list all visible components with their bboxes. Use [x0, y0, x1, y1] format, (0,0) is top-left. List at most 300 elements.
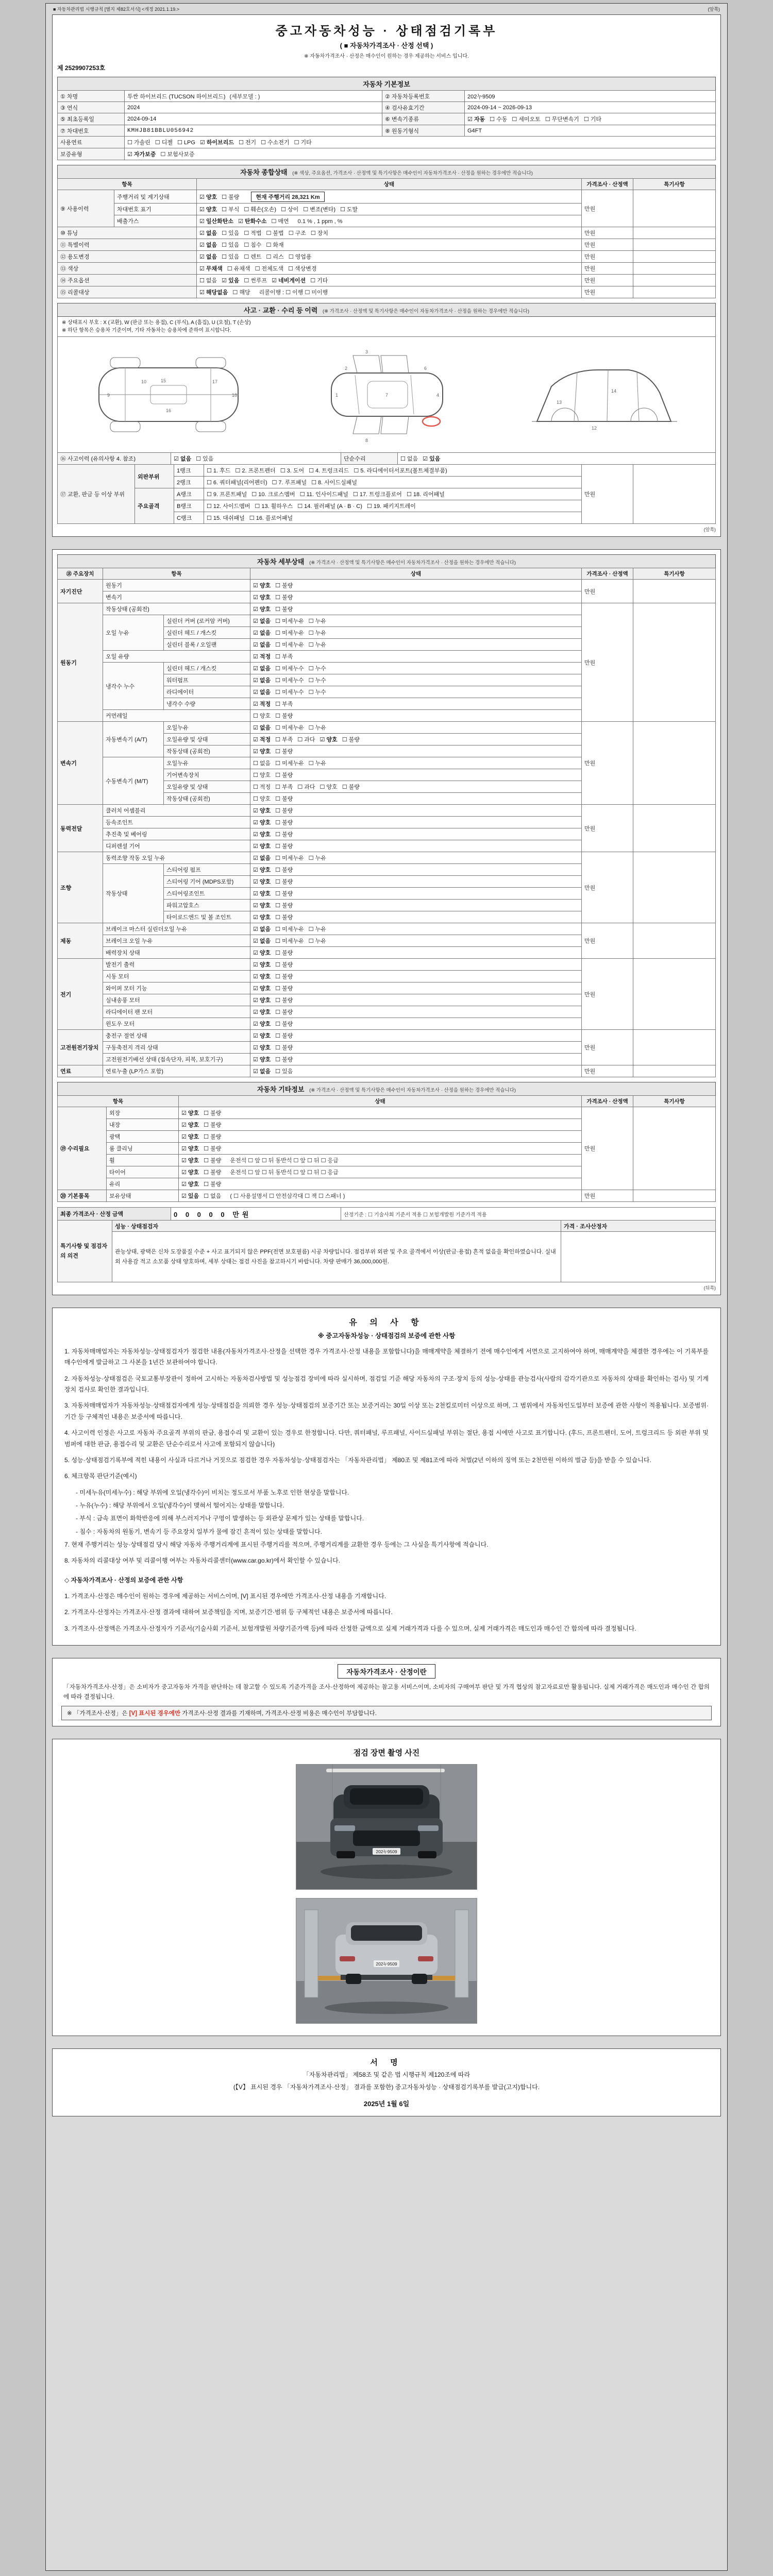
checkbox-unchecked[interactable]: ☐ 불량 — [275, 867, 293, 873]
checkbox-unchecked[interactable]: ☐ 3. 도어 — [280, 467, 305, 474]
table-cell: 최종 가격조사 · 산정 금액 — [58, 1208, 171, 1221]
checkbox-unchecked[interactable]: ☐ 불량 — [342, 736, 360, 743]
price-notice-title: 자동차가격조사 · 산정이란 — [338, 1664, 435, 1679]
checkbox-unchecked[interactable]: ☐ 불량 — [275, 748, 293, 755]
detail-state-table — [57, 568, 716, 1077]
list-item: 2. 자동차성능·상태점검은 국토교통부장관이 정하여 고시하는 자동차검사방법 및 성능점검 장비에 따라 실시하며, 점검일 기준 해당 자동차의 구조·장치 등의 성능·상태를 관능검사(사람의 감각기관으로 자동차의 상태를 확인하는 검사) 및 기계장치 검사로 확인한 결과입니다. — [64, 1375, 709, 1394]
checkbox-unchecked[interactable]: ☐ 7. 루프패널 — [272, 479, 307, 486]
checkbox-unchecked[interactable]: ☐ 부족 — [275, 784, 293, 790]
checkbox-checked[interactable]: ☑ 양호 — [253, 1009, 271, 1015]
checkbox-checked[interactable]: ☑ 양호 — [253, 950, 271, 956]
checkbox-unchecked[interactable]: ☐ 미세누수 — [275, 677, 304, 684]
checkbox-unchecked[interactable]: ☐ 양호 — [253, 772, 271, 778]
checkbox-checked[interactable]: ☑ 양호 — [181, 1145, 199, 1152]
table-cell: 만원 — [582, 251, 633, 263]
checkbox-checked[interactable]: ☑ 없음 — [253, 630, 271, 636]
table-row — [58, 959, 716, 971]
checkbox-checked[interactable]: ☑ 양호 — [253, 890, 271, 897]
checkbox-checked[interactable]: ☑ 양호 — [253, 819, 271, 826]
section-header-comprehensive — [57, 165, 716, 179]
section-note: (※ 색상, 주요옵션, 가격조사 · 산정액 및 특기사항은 매수인이 자동차가격조사 · 산정을 원하는 경우에만 적습니다) — [292, 171, 533, 176]
checkbox-unchecked[interactable]: ☐ 부식 — [222, 206, 240, 213]
checkbox-unchecked[interactable]: ☐ 전체도색 — [255, 265, 284, 272]
checkbox-checked[interactable]: ☑ 있음 — [181, 1193, 199, 1199]
checkbox-unchecked[interactable]: ☐ 상이 — [281, 206, 299, 213]
checkbox-checked[interactable]: ☑ 없음 — [253, 665, 271, 672]
checkbox-checked[interactable]: ☑ 양호 — [199, 206, 217, 213]
checkbox-checked[interactable]: ☑ 양호 — [253, 582, 271, 589]
checkbox-unchecked[interactable]: ☐ 해당 — [232, 289, 250, 296]
svg-text:17: 17 — [212, 379, 218, 384]
checkbox-checked[interactable]: ☑ 적정 — [253, 653, 271, 660]
checkbox-unchecked[interactable]: ☐ 매연 — [271, 218, 289, 225]
list-item: - 침수 : 자동차의 원동기, 변속기 등 주요장치 일부가 물에 잠긴 흔적이 있는 상태를 말합니다. — [76, 1528, 322, 1535]
page-marker: (뒤쪽) — [703, 1285, 716, 1291]
status-cell — [250, 603, 582, 615]
checkbox-checked[interactable]: ☑ 없음 — [253, 618, 271, 624]
table-cell: 만원 — [582, 1190, 633, 1202]
checkbox-unchecked[interactable]: ☐ 누유 — [308, 630, 326, 636]
checkbox-unchecked[interactable]: ☐ 색상변경 — [288, 265, 317, 272]
checkbox-unchecked[interactable]: ☐ 불량 — [275, 1044, 293, 1051]
checkbox-checked[interactable]: ☑ 자가보증 — [127, 151, 156, 158]
checkbox-checked[interactable]: ☑ 양호 — [253, 594, 271, 601]
checkbox-unchecked[interactable]: ☐ 양호 — [253, 713, 271, 719]
checkbox-unchecked[interactable]: ☐ 디젤 — [155, 139, 173, 146]
table-cell: A랭크 — [174, 488, 204, 500]
table-cell: 주요골격 — [135, 488, 174, 524]
table-cell: 실린더 블록 / 오일팬 — [164, 639, 250, 651]
table-cell: 실린더 헤드 / 개스킷 — [164, 663, 250, 674]
checkbox-checked[interactable]: ☑ 있음 — [222, 277, 240, 284]
inspector-opinion-table — [57, 1220, 716, 1282]
title-block — [57, 19, 716, 60]
table-cell — [633, 190, 716, 227]
checkbox-checked[interactable]: ☑ 없음 — [253, 724, 271, 731]
table-cell: 충전구 절연 상태 — [103, 1030, 250, 1042]
checkbox-checked[interactable]: ☑ 양호 — [181, 1110, 199, 1116]
checkbox-checked[interactable]: ☑ 없음 — [253, 677, 271, 684]
car-diagrams — [57, 337, 716, 453]
status-cell — [250, 971, 582, 982]
status-cell — [250, 698, 582, 710]
checkbox-unchecked[interactable]: ☐ 5. 라디에이터서포트(볼트체결부품) — [354, 467, 447, 474]
checkbox-unchecked[interactable]: ☐ 렌트 — [244, 253, 262, 260]
checkbox-unchecked[interactable]: ☐ 기타 — [310, 277, 328, 284]
checkbox-unchecked[interactable]: ☐ 적정 — [253, 784, 271, 790]
status-cell — [250, 663, 582, 674]
svg-text:18: 18 — [232, 393, 238, 398]
table-cell: 동력전달 — [58, 805, 103, 852]
checkbox-unchecked[interactable]: ☐ 영업용 — [288, 253, 312, 260]
checkbox-checked[interactable]: ☑ 일산화탄소 — [199, 218, 234, 225]
checkbox-unchecked[interactable]: ☐ 12. 사이드멤버 — [207, 503, 250, 510]
checkbox-unchecked[interactable]: ☐ 있음 — [222, 230, 240, 236]
checkbox-checked[interactable]: ☑ 양호 — [253, 1044, 271, 1051]
table-cell: 만원 — [582, 923, 633, 959]
checkbox-unchecked[interactable]: ☐ 미세누유 — [275, 760, 304, 767]
checkbox-unchecked[interactable]: ☐ 15. 대쉬패널 — [207, 515, 245, 521]
checkbox-unchecked[interactable]: ☐ 장치 — [310, 230, 329, 236]
checkbox-checked[interactable]: ☑ 탄화수소 — [238, 218, 267, 225]
document-service-note: ※ 자동차가격조사 · 산정은 매수인이 원하는 경우 제공하는 서비스 입니다. — [304, 54, 469, 59]
panel-damage-table — [57, 464, 716, 524]
table-cell: 내장 — [107, 1119, 179, 1131]
checkbox-unchecked[interactable]: ☐ 미세누유 — [275, 724, 304, 731]
checkbox-checked[interactable]: ☑ 하이브리드 — [199, 139, 234, 146]
checkbox-unchecked[interactable]: ☐ 없음 — [400, 455, 418, 462]
table-cell: 오일누유 — [164, 722, 250, 734]
checkbox-unchecked[interactable]: ☐ 불량 — [275, 1021, 293, 1027]
checkbox-unchecked[interactable]: ☐ 불량 — [204, 1145, 222, 1152]
checkbox-unchecked[interactable]: ☐ 미세누수 — [275, 689, 304, 696]
table-cell: 만원 — [582, 1065, 633, 1077]
checkbox-unchecked[interactable]: ☐ 1. 후드 — [207, 467, 231, 474]
checkbox-unchecked[interactable]: ☐ 불량 — [342, 784, 360, 790]
checkbox-unchecked[interactable]: ☐ 불량 — [275, 606, 293, 613]
checkbox-unchecked[interactable]: ☐ 없음 — [199, 277, 217, 284]
checkbox-checked[interactable]: ☑ 네비게이션 — [272, 277, 306, 284]
table-cell — [633, 580, 716, 603]
section-title: 자동차 세부상태 — [257, 558, 305, 566]
checkbox-unchecked[interactable]: ☐ 불량 — [204, 1157, 222, 1164]
checkbox-unchecked[interactable]: ☐ 불량 — [275, 594, 293, 601]
checkbox-unchecked[interactable]: ☐ 13. 휠하우스 — [255, 503, 293, 510]
checkbox-unchecked[interactable]: ☐ 불량 — [275, 1056, 293, 1063]
checkbox-unchecked[interactable]: ☐ 미세누유 — [275, 618, 304, 624]
checkbox-checked[interactable]: ☑ 없음 — [199, 253, 217, 260]
table-cell: 투싼 하이브리드 (TUCSON 하이브리드) (세부모델 : ) — [125, 91, 382, 102]
status-cell — [250, 828, 582, 840]
checkbox-checked[interactable]: ☑ 양호 — [253, 843, 271, 850]
checkbox-unchecked[interactable]: ☐ 10. 크로스멤버 — [251, 491, 295, 498]
checkbox-unchecked[interactable]: ☐ 유채색 — [227, 265, 250, 272]
table-cell: 자기진단 — [58, 580, 103, 603]
checkbox-checked[interactable]: ☑ 적정 — [253, 701, 271, 707]
checkbox-unchecked[interactable]: ☐ 침수 — [244, 242, 262, 248]
checkbox-unchecked[interactable]: ☐ 불량 — [204, 1110, 222, 1116]
checkbox-unchecked[interactable]: ☐ 누수 — [308, 677, 326, 684]
checkbox-unchecked[interactable]: ☐ 미세누유 — [275, 855, 304, 861]
col-header-remark: 특기사항 — [633, 1096, 716, 1107]
checkbox-unchecked[interactable]: ☐ 양호 — [320, 784, 338, 790]
checkbox-unchecked[interactable]: ☐ 누유 — [308, 760, 326, 767]
checkbox-unchecked[interactable]: ☐ 있음 — [275, 1068, 293, 1075]
legend-basis: ※ 하단 항목은 승용차 기준이며, 기타 자동차는 승용차에 준하여 표시합니다. — [62, 328, 231, 333]
table-cell: 만원 — [582, 190, 633, 227]
status-cell — [250, 900, 582, 911]
checkbox-unchecked[interactable]: ☐ 미세누유 — [275, 938, 304, 944]
checkbox-unchecked[interactable]: ☐ 있음 — [196, 455, 214, 462]
table-cell: 디퍼렌셜 기어 — [103, 840, 250, 852]
checkbox-unchecked[interactable]: ☐ 과다 — [297, 736, 315, 743]
checkbox-unchecked[interactable]: ☐ 불량 — [275, 713, 293, 719]
table-cell — [633, 251, 716, 263]
checkbox-unchecked[interactable]: ☐ 부족 — [275, 736, 293, 743]
status-cell — [250, 888, 582, 900]
checkbox-checked[interactable]: ☑ 양호 — [253, 973, 271, 980]
checkbox-unchecked[interactable]: ☐ 불량 — [275, 961, 293, 968]
checkbox-checked[interactable]: ☑ 자동 — [467, 116, 485, 123]
table-cell — [633, 263, 716, 275]
checkbox-unchecked[interactable]: ☐ 누수 — [308, 665, 326, 672]
checkbox-unchecked[interactable]: ☐ 없음 — [253, 760, 271, 767]
checkbox-unchecked[interactable]: ☐ 미세누유 — [275, 641, 304, 648]
table-cell: ⑨ 사용이력 — [58, 190, 114, 227]
status-cell — [250, 947, 582, 959]
status-cell — [250, 615, 582, 627]
checkbox-checked[interactable]: ☑ 양호 — [253, 997, 271, 1004]
checkbox-unchecked[interactable]: ☐ 수동 — [490, 116, 508, 123]
inspection-photo-rear-lift — [296, 1898, 477, 2024]
checkbox-checked[interactable]: ☑ 양호 — [181, 1133, 199, 1140]
checkbox-unchecked[interactable]: ☐ 있음 — [222, 253, 240, 260]
checkbox-checked[interactable]: ☑ 양호 — [253, 914, 271, 921]
checkbox-checked[interactable]: ☑ 없음 — [253, 641, 271, 648]
checkbox-unchecked[interactable]: ☐ 리스 — [266, 253, 284, 260]
checkbox-unchecked[interactable]: ☐ 누유 — [308, 641, 326, 648]
status-cell — [204, 488, 582, 500]
table-row — [58, 722, 716, 734]
checkbox-checked[interactable]: ☑ 양호 — [181, 1122, 199, 1128]
table-cell — [633, 959, 716, 1030]
checkbox-checked[interactable]: ☑ 양호 — [253, 1056, 271, 1063]
status-cell — [250, 793, 582, 805]
checkbox-unchecked[interactable]: ☐ 불량 — [204, 1169, 222, 1176]
section-title: 자동차 기타정보 — [257, 1086, 305, 1093]
signature-title: 서 명 — [370, 2058, 403, 2067]
accident-legend — [57, 317, 716, 337]
checkbox-checked[interactable]: ☑ 양호 — [181, 1181, 199, 1188]
checkbox-unchecked[interactable]: ☐ 누유 — [308, 855, 326, 861]
checkbox-unchecked[interactable]: ☐ 불량 — [275, 772, 293, 778]
checkbox-unchecked[interactable]: ☐ 훼손(오손) — [244, 206, 277, 213]
checkbox-checked[interactable]: ☑ 양호 — [253, 1032, 271, 1039]
status-cell — [197, 204, 582, 215]
checkbox-unchecked[interactable]: ☐ 불량 — [275, 890, 293, 897]
table-cell: 기어변속장치 — [164, 769, 250, 781]
table-cell: 특기사항 및 점검자의 의견 — [58, 1221, 112, 1282]
checkbox-unchecked[interactable]: ☐ 미세누유 — [275, 926, 304, 933]
table-row — [58, 275, 716, 286]
table-cell: 냉각수 누수 — [103, 663, 164, 710]
checkbox-checked[interactable]: ☑ 양호 — [253, 878, 271, 885]
checkbox-checked[interactable]: ☑ 양호 — [199, 194, 217, 200]
table-cell: 보증유형 — [58, 148, 125, 160]
checkbox-unchecked[interactable]: ☐ 불량 — [275, 819, 293, 826]
table-row — [58, 125, 716, 137]
checkbox-unchecked[interactable]: ☐ 불량 — [204, 1181, 222, 1188]
table-cell: ⑪ 특별이력 — [58, 239, 197, 251]
checkbox-unchecked[interactable]: ☐ 과다 — [297, 784, 315, 790]
table-cell: 배력장치 상태 — [103, 947, 250, 959]
checkbox-unchecked[interactable]: ☐ 불법 — [266, 230, 284, 236]
checkbox-checked[interactable]: ☑ 양호 — [253, 748, 271, 755]
checkbox-checked[interactable]: ☑ 없음 — [199, 242, 217, 248]
table-row — [58, 102, 716, 113]
checkbox-checked[interactable]: ☑ 없음 — [253, 926, 271, 933]
table-cell: 주행거리 및 계기상태 — [114, 190, 197, 204]
checkbox-unchecked[interactable]: ☐ 불량 — [275, 914, 293, 921]
list-item: 7. 현재 주행거리는 성능·상태점검 당시 해당 자동차 주행거리계에 표시된 주행거리를 적으며, 주행거리계를 교환한 경우 등에는 그 사실을 특기사항에 적습니다. — [64, 1541, 489, 1549]
checkbox-checked[interactable]: ☑ 양호 — [253, 961, 271, 968]
checkbox-checked[interactable]: ☑ 없음 — [253, 855, 271, 861]
checkbox-unchecked[interactable]: ☐ 불량 — [275, 1009, 293, 1015]
checkbox-checked[interactable]: ☑ 양호 — [253, 606, 271, 613]
checkbox-unchecked[interactable]: ☐ 부족 — [275, 653, 293, 660]
checkbox-unchecked[interactable]: ☐ 4. 트렁크리드 — [309, 467, 349, 474]
table-row — [58, 113, 716, 125]
table-cell: 추진축 및 베어링 — [103, 828, 250, 840]
checkbox-unchecked[interactable]: ☐ 불량 — [275, 950, 293, 956]
checkbox-unchecked[interactable]: ☐ 양호 — [253, 795, 271, 802]
checkbox-unchecked[interactable]: ☐ 기타 — [583, 116, 601, 123]
checkbox-unchecked[interactable]: ☐ 가솔린 — [127, 139, 150, 146]
checkbox-unchecked[interactable]: ☐ 불량 — [275, 985, 293, 992]
status-cell — [250, 959, 582, 971]
checkbox-unchecked[interactable]: ☐ 불량 — [222, 194, 240, 200]
checkbox-checked[interactable]: ☑ 양호 — [320, 736, 338, 743]
checkbox-unchecked[interactable]: ☐ 2. 프론트펜더 — [235, 467, 276, 474]
checkbox-unchecked[interactable]: ☐ 기타 — [294, 139, 312, 146]
section-note: (※ 가격조사 · 산정액 및 특기사항은 매수인이 자동차가격조사 · 산정을 원하는 경우에만 적습니다) — [322, 309, 529, 314]
checkbox-unchecked[interactable]: ☐ 세미오토 — [512, 116, 541, 123]
table-cell: 만원 — [582, 263, 633, 275]
checkbox-checked[interactable]: ☑ 없음 — [253, 938, 271, 944]
checkbox-checked[interactable]: ☑ 양호 — [181, 1169, 199, 1176]
table-cell: ⑲ 수리필요 — [58, 1107, 107, 1190]
checkbox-unchecked[interactable]: ☐ 변조(변타) — [303, 206, 336, 213]
comprehensive-table — [57, 178, 716, 298]
table-cell: 클러치 어셈블리 — [103, 805, 250, 817]
checkbox-unchecked[interactable]: ☐ 누수 — [308, 689, 326, 696]
checkbox-checked[interactable]: ☑ 양호 — [253, 902, 271, 909]
checkbox-unchecked[interactable]: ☐ 보험사보증 — [160, 151, 195, 158]
checkbox-unchecked[interactable]: ☐ 불량 — [275, 973, 293, 980]
checkbox-unchecked[interactable]: ☐ 18. 리어패널 — [406, 491, 445, 498]
checkbox-unchecked[interactable]: ☐ 불량 — [275, 843, 293, 850]
status-cell — [250, 710, 582, 722]
checkbox-unchecked[interactable]: ☐ 불량 — [275, 902, 293, 909]
table-cell: 브레이크 오일 누유 — [103, 935, 250, 947]
checkbox-unchecked[interactable]: ☐ 불량 — [204, 1122, 222, 1128]
table-cell: 오일 유량 — [103, 651, 250, 663]
checkbox-unchecked[interactable]: ☐ 17. 트렁크플로어 — [352, 491, 402, 498]
status-cell — [250, 994, 582, 1006]
checkbox-checked[interactable]: ☑ 없음 — [199, 230, 217, 236]
checkbox-checked[interactable]: ☑ 무채색 — [199, 265, 223, 272]
checkbox-unchecked[interactable]: ☐ 6. 쿼터패널(리어펜더) — [207, 479, 267, 486]
signature-line-1: 「자동차관리법」 제58조 및 같은 법 시행규칙 제120조에 따라 — [303, 2071, 470, 2078]
status-cell — [398, 453, 716, 465]
checkbox-unchecked[interactable]: ☐ 8. 사이드실패널 — [311, 479, 358, 486]
checkbox-unchecked[interactable]: ☐ 미세누유 — [275, 630, 304, 636]
checkbox-unchecked[interactable]: ☐ LPG — [177, 139, 195, 146]
checkbox-checked[interactable]: ☑ 해당없음 — [199, 289, 228, 296]
status-cell — [250, 745, 582, 757]
checkbox-unchecked[interactable]: ☐ 11. 인사이드패널 — [299, 491, 348, 498]
checkbox-unchecked[interactable]: ☐ 불량 — [275, 831, 293, 838]
table-cell: 만원 — [582, 465, 633, 524]
checkbox-unchecked[interactable]: ☐ 수소전기 — [261, 139, 290, 146]
status-cell — [179, 1131, 582, 1143]
status-cell — [250, 722, 582, 734]
checkbox-checked[interactable]: ☑ 없음 — [253, 689, 271, 696]
checkbox-unchecked[interactable]: ☐ 썬루프 — [244, 277, 267, 284]
list-item: 3. 자동차매매업자가 자동차성능·상태점검자에게 성능·상태점검을 의뢰한 경우 성능·상태점검의 보증기간 또는 보증거리는 30일 이상 또는 2천킬로미터 이상으로 하며, 그 범위에서 자동차인도일부터 보증에 관한 사항이 적용됩니다. 보증범위·기간 등 구체적인 내용은 보증서에 따릅니다. — [64, 1402, 709, 1420]
svg-text:2: 2 — [344, 366, 347, 371]
checkbox-unchecked[interactable]: ☐ 적법 — [244, 230, 262, 236]
checkbox-unchecked[interactable]: ☐ 화재 — [266, 242, 284, 248]
other-info-table — [57, 1095, 716, 1202]
checkbox-unchecked[interactable]: ☐ 14. 필러패널 (A · B · C) — [297, 503, 362, 510]
checkbox-unchecked[interactable]: ☐ 불량 — [275, 795, 293, 802]
checkbox-checked[interactable]: ☑ 양호 — [181, 1157, 199, 1164]
table-cell — [633, 465, 716, 524]
table-cell: 배출가스 — [114, 215, 197, 227]
checkbox-unchecked[interactable]: ☐ 불량 — [275, 997, 293, 1004]
checkbox-checked[interactable]: ☑ 있음 — [423, 455, 441, 462]
checkbox-checked[interactable]: ☑ 없음 — [253, 1068, 271, 1075]
notes-list — [57, 1346, 716, 1641]
checkbox-unchecked[interactable]: ☐ 도말 — [340, 206, 358, 213]
checkbox-checked[interactable]: ☑ 양호 — [253, 807, 271, 814]
checkbox-unchecked[interactable]: ☐ 무단변속기 — [545, 116, 579, 123]
final-price-table — [57, 1207, 716, 1221]
checkbox-unchecked[interactable]: ☐ 구조 — [288, 230, 306, 236]
checkbox-checked[interactable]: ☑ 적정 — [253, 736, 271, 743]
checkbox-unchecked[interactable]: ☐ 9. 프론트패널 — [207, 491, 247, 498]
checkbox-unchecked[interactable]: ☐ 불량 — [275, 807, 293, 814]
checkbox-checked[interactable]: ☑ 양호 — [253, 985, 271, 992]
current-mileage: 현재 주행거리 28,321 Km — [251, 192, 324, 202]
checkbox-unchecked[interactable]: ☐ 누유 — [308, 618, 326, 624]
table-cell: 작동상태 — [103, 864, 164, 923]
table-cell — [633, 603, 716, 722]
table-cell: 만원 — [582, 286, 633, 298]
table-row — [58, 580, 716, 591]
table-cell: 0 0 0 0 0 만원 — [171, 1208, 341, 1221]
price-notice-title-wrap — [57, 1664, 716, 1679]
checkbox-checked[interactable]: ☑ 양호 — [253, 867, 271, 873]
checkbox-unchecked[interactable]: ☐ 불량 — [204, 1133, 222, 1140]
rear-license-plate: 202누9509 — [376, 1961, 397, 1967]
checkbox-checked[interactable]: ☑ 없음 — [174, 455, 192, 462]
list-item: ◇ 자동차가격조사 · 산정의 보증에 관한 사항 — [64, 1576, 183, 1584]
checkbox-unchecked[interactable]: ☐ 불량 — [275, 582, 293, 589]
checkbox-unchecked[interactable]: ☐ 전기 — [238, 139, 257, 146]
checkbox-unchecked[interactable]: ☐ 누유 — [308, 724, 326, 731]
checkbox-checked[interactable]: ☑ 양호 — [253, 1021, 271, 1027]
checkbox-unchecked[interactable]: ☐ 누유 — [308, 926, 326, 933]
checkbox-unchecked[interactable]: ☐ 미세누수 — [275, 665, 304, 672]
checkbox-unchecked[interactable]: ☐ 불량 — [275, 1032, 293, 1039]
checkbox-unchecked[interactable]: ☐ 없음 — [204, 1193, 222, 1199]
status-cell — [250, 864, 582, 876]
svg-text:12: 12 — [591, 426, 597, 431]
checkbox-checked[interactable]: ☑ 양호 — [253, 831, 271, 838]
checkbox-unchecked[interactable]: ☐ 19. 패키지트레이 — [366, 503, 416, 510]
table-row — [58, 805, 716, 817]
status-cell — [179, 1107, 582, 1119]
col-header-price: 가격조사 · 산정액 — [582, 568, 633, 580]
checkbox-unchecked[interactable]: ☐ 16. 플로어패널 — [249, 515, 293, 521]
checkbox-unchecked[interactable]: ☐ 불량 — [275, 878, 293, 885]
checkbox-unchecked[interactable]: ☐ 누유 — [308, 938, 326, 944]
svg-text:14: 14 — [611, 388, 616, 394]
checkbox-unchecked[interactable]: ☐ 있음 — [222, 242, 240, 248]
checkbox-unchecked[interactable]: ☐ 부족 — [275, 701, 293, 707]
